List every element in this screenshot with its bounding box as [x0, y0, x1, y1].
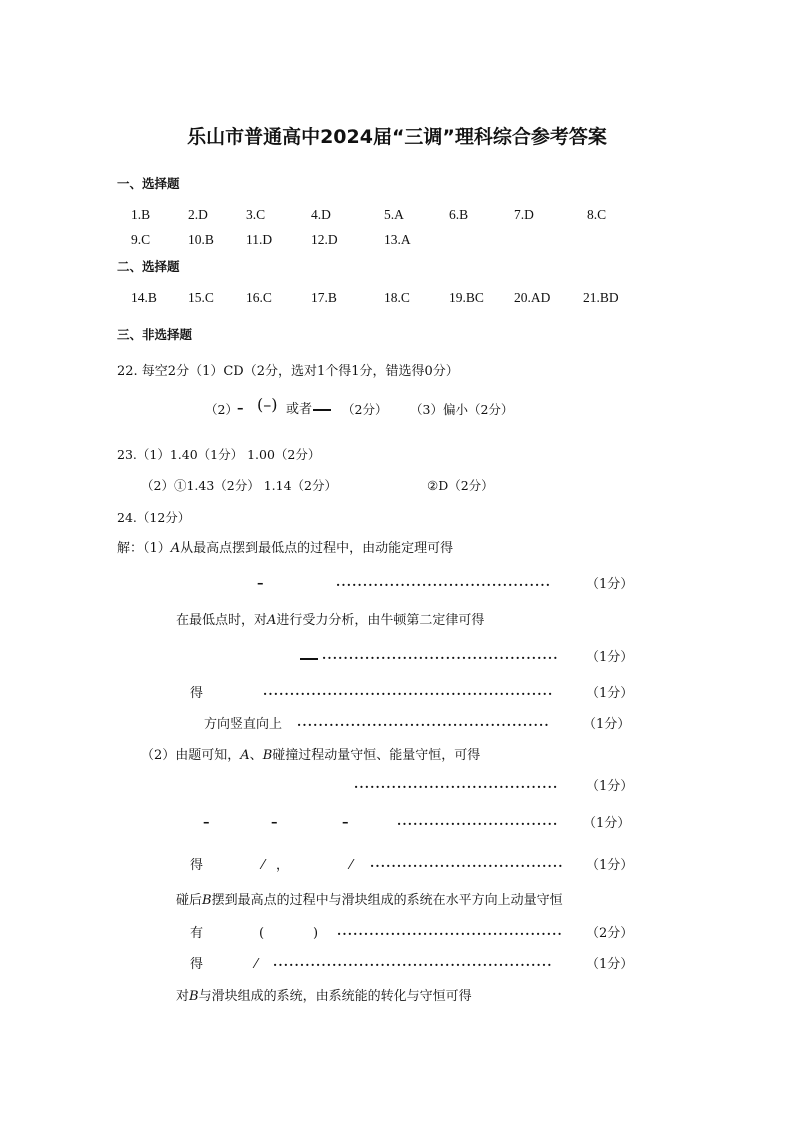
q24-last-text: 对B与滑块组成的系统，由系统能的转化与守恒可得	[176, 989, 472, 1004]
dot-leader: ······························	[397, 817, 559, 831]
answer-item: 7.D	[514, 207, 534, 222]
score-6: （1分）	[583, 816, 631, 831]
paren-close-mark: )	[313, 926, 319, 941]
fraction-bar-mark: –	[257, 576, 264, 591]
q24-after-text: 碰后B摆到最高点的过程中与滑块组成的系统在水平方向上动量守恒	[176, 893, 563, 908]
dot-leader: ······················································	[263, 687, 554, 701]
score-3: （1分）	[586, 686, 634, 701]
score-1: （1分）	[586, 577, 634, 592]
q22-or-text: 或者	[286, 402, 313, 417]
comma-mark: ，	[276, 858, 290, 873]
direction-text: 方向竖直向上	[204, 717, 283, 732]
fraction-bar-mark	[313, 409, 331, 411]
answer-item: 8.C	[587, 207, 607, 222]
answer-item: 21.BD	[583, 290, 619, 305]
slash-mark: ⁄	[262, 858, 265, 873]
q22-line1: 22. 每空2分（1）CD（2分，选对1个得1分，错选得0分）	[117, 364, 459, 379]
fraction-bar-mark: –	[203, 815, 210, 830]
answer-item: 2.D	[188, 207, 208, 222]
slash-mark: ⁄	[255, 957, 258, 972]
answer-item: 10.B	[188, 232, 214, 247]
answer-item: 13.A	[384, 232, 411, 247]
de-label: 得	[190, 858, 204, 873]
answer-item: 14.B	[131, 290, 157, 305]
dot-leader: ······································	[354, 780, 559, 794]
answer-item: 12.D	[311, 232, 338, 247]
dot-leader: ··········································	[337, 927, 563, 941]
dot-leader: ···············································	[297, 718, 550, 732]
score-5: （1分）	[586, 779, 634, 794]
fraction-bar-mark: –	[271, 815, 278, 830]
score-2: （1分）	[586, 650, 634, 665]
score-8: （2分）	[586, 926, 634, 941]
answer-item: 16.C	[246, 290, 272, 305]
score-4: （1分）	[583, 717, 631, 732]
q23-line1: 23.（1）1.40（1分） 1.00（2分）	[117, 447, 321, 462]
fraction-bar-mark	[300, 658, 318, 660]
q24-header: 24.（12分）	[117, 510, 191, 525]
de-label: 得	[190, 957, 204, 972]
answer-item: 5.A	[384, 207, 404, 222]
paren-expression-mark: (–)	[257, 395, 278, 414]
answer-item: 1.B	[131, 207, 151, 222]
answer-item: 20.AD	[514, 290, 551, 305]
section-heading-choice: 一、选择题	[117, 176, 180, 191]
fraction-bar-mark: –	[237, 401, 244, 416]
answer-item: 15.C	[188, 290, 214, 305]
q22-part3: （3）偏小（2分）	[410, 402, 514, 417]
score-9: （1分）	[586, 957, 634, 972]
answer-item: 19.BC	[449, 290, 484, 305]
dot-leader: ············································	[322, 651, 559, 665]
answer-item: 11.D	[246, 232, 273, 247]
dot-leader: ····································	[370, 859, 564, 873]
q24-intro: 解：（1）A从最高点摆到最低点的过程中，由动能定理可得	[117, 541, 454, 556]
q22-part2-label: （2）	[205, 402, 238, 417]
de-label: 得	[190, 686, 204, 701]
answer-item: 9.C	[131, 232, 151, 247]
fraction-bar-mark: –	[342, 815, 349, 830]
dot-leader: ····················································	[273, 958, 553, 972]
section-heading-nonchoice: 三、非选择题	[117, 327, 193, 342]
paren-open-mark: (	[259, 926, 265, 941]
q22-part2-score: （2分）	[342, 402, 388, 417]
page-title: 乐山市普通高中2024届“三调”理科综合参考答案	[187, 126, 607, 148]
q24-part2-text: （2）由题可知，A、B碰撞过程动量守恒、能量守恒，可得	[141, 748, 481, 763]
answer-item: 6.B	[449, 207, 469, 222]
answer-item: 18.C	[384, 290, 410, 305]
answer-item: 4.D	[311, 207, 331, 222]
you-label: 有	[190, 926, 204, 941]
answer-item: 17.B	[311, 290, 337, 305]
answer-item: 3.C	[246, 207, 266, 222]
q24-text2: 在最低点时，对A进行受力分析，由牛顿第二定律可得	[176, 613, 485, 628]
slash-mark: ⁄	[350, 858, 353, 873]
section-heading-choice-2: 二、选择题	[117, 259, 180, 274]
q23-line2a: （2）①1.43（2分） 1.14（2分）	[141, 478, 337, 493]
score-7: （1分）	[586, 858, 634, 873]
q23-line2b: ②D（2分）	[427, 478, 494, 493]
dot-leader: ········································	[336, 578, 552, 592]
